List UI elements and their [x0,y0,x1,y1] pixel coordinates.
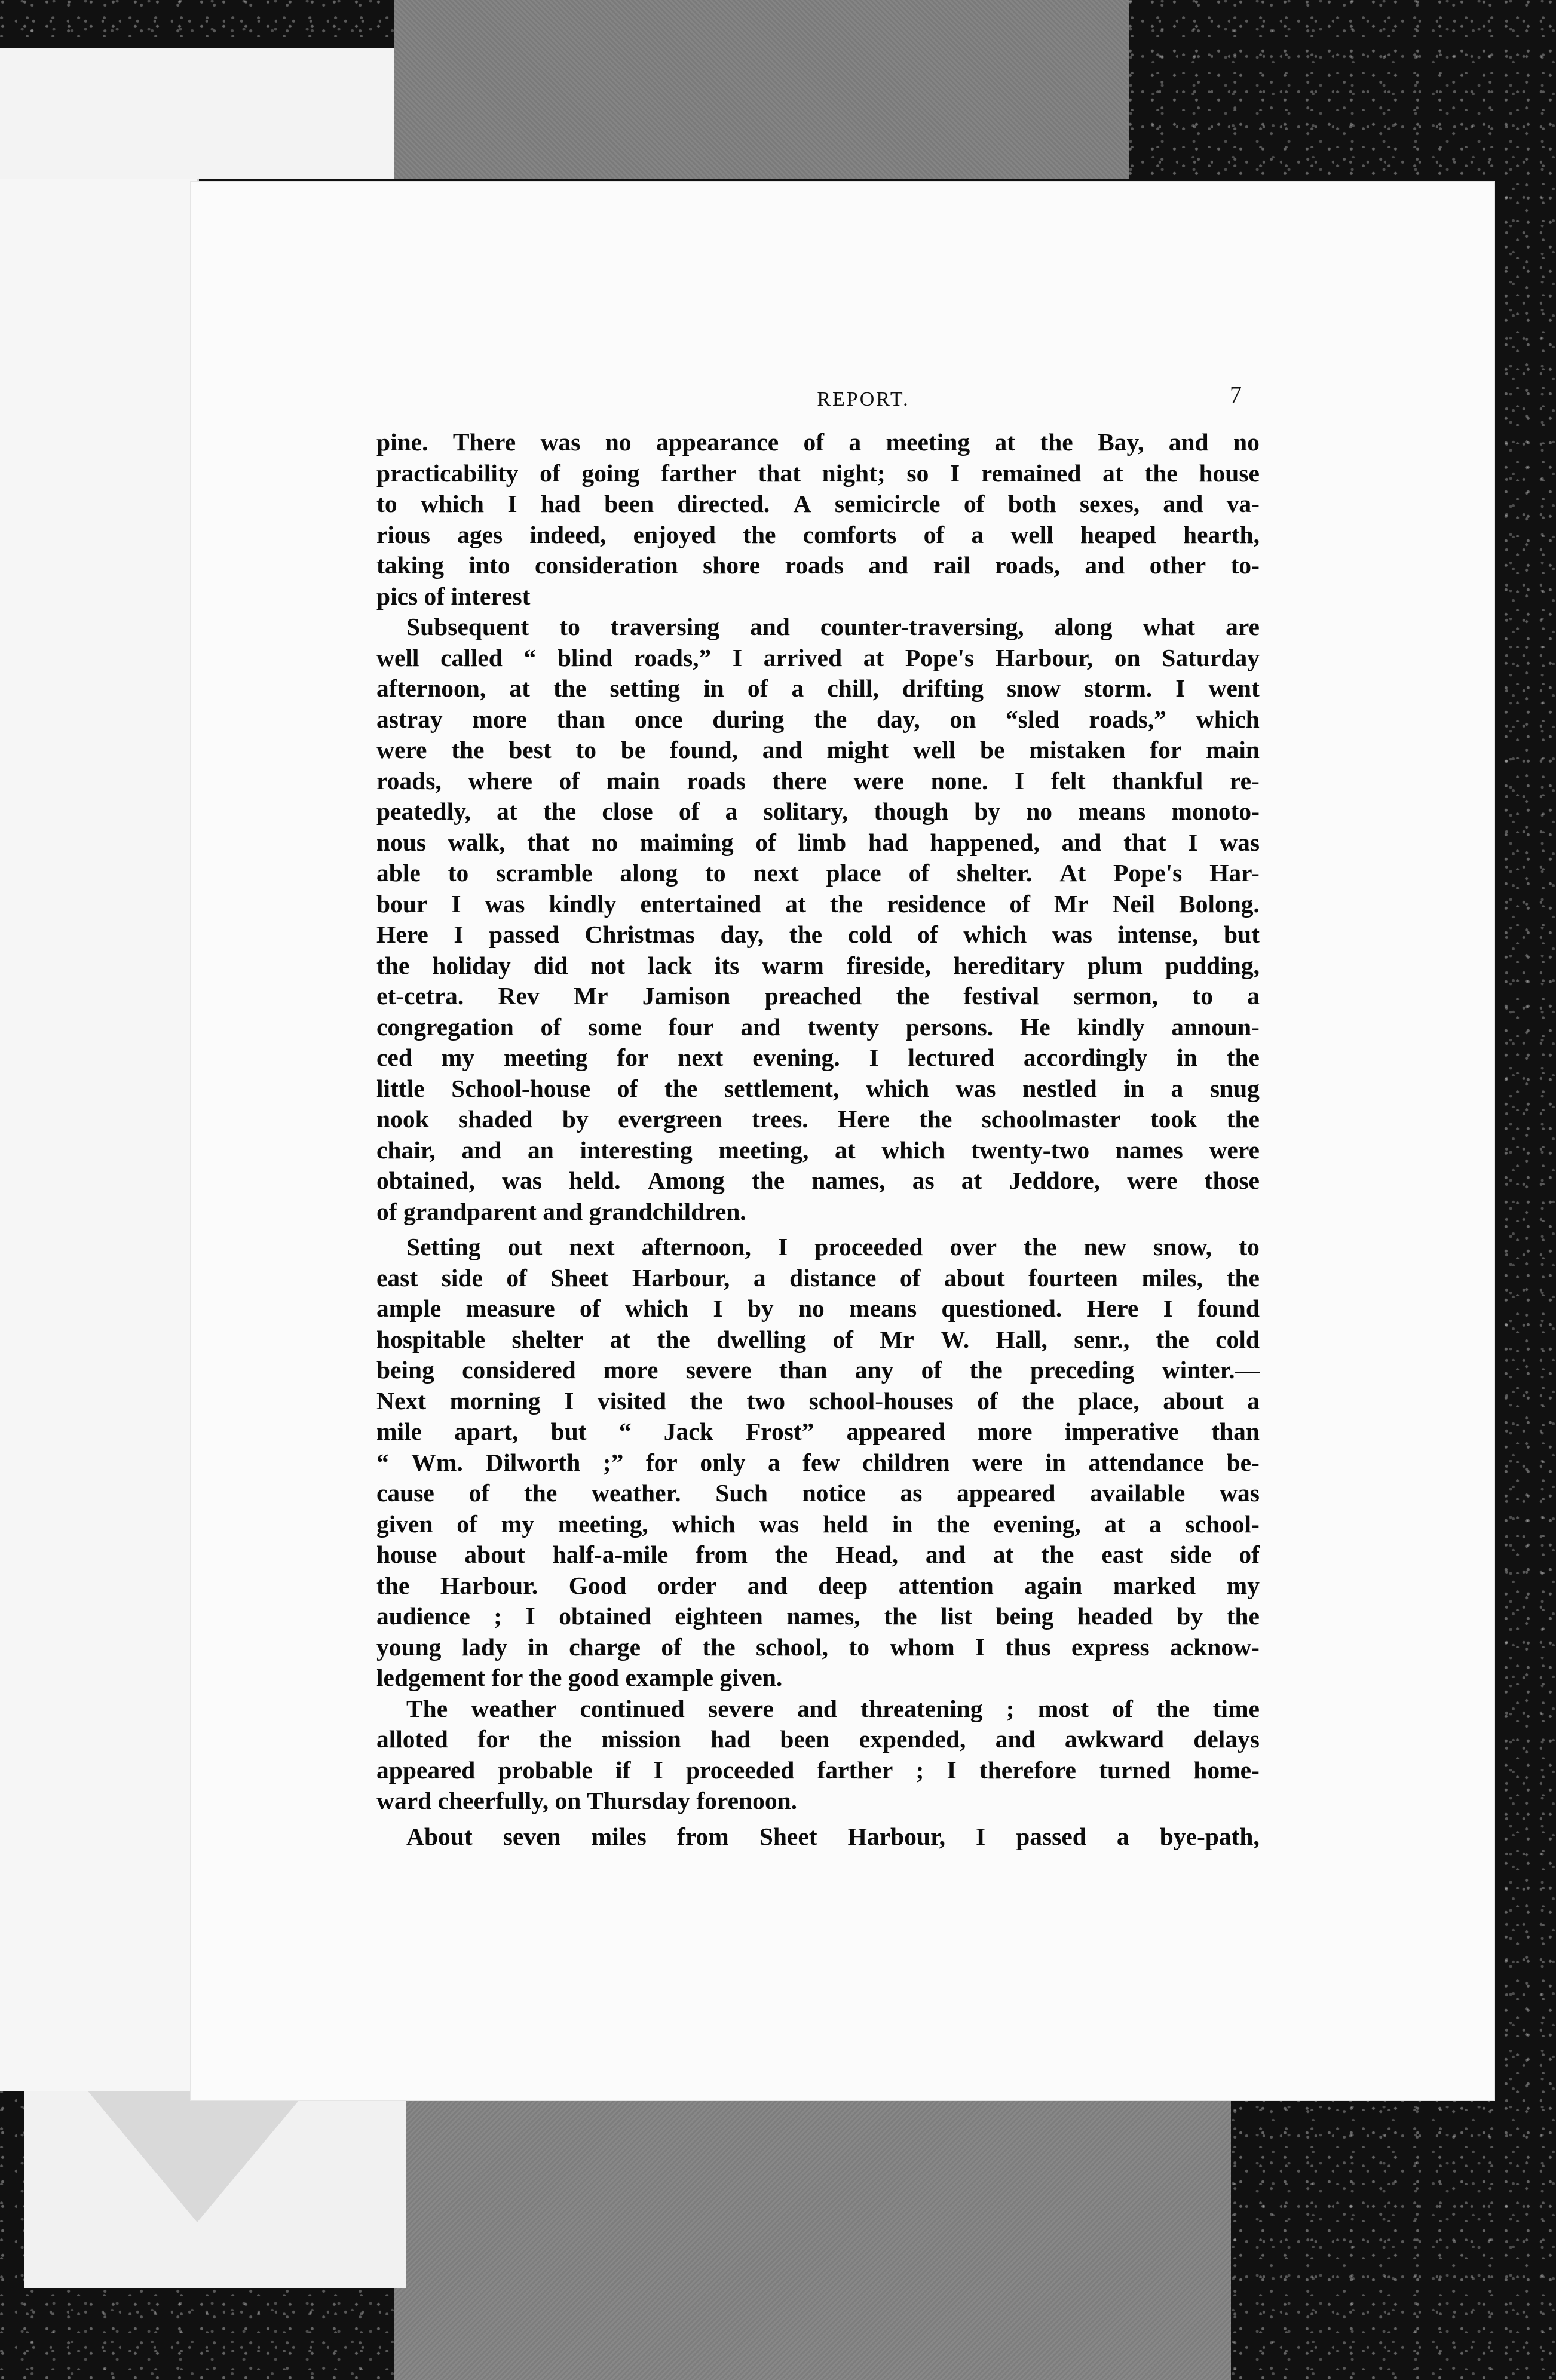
text-line: congregation of some four and twenty persons. He kindly announ- [376,1013,1260,1041]
folded-corner [78,2079,317,2222]
document-page [191,182,1494,2100]
text-line: young lady in charge of the school, to whom I thus express acknow- [376,1633,1260,1661]
text-line: ced my meeting for next evening. I lectured accordingly in the [376,1044,1260,1071]
text-line: obtained, was held. Among the names, as at Jeddore, were those [376,1167,1260,1194]
backing-board-top [394,0,1129,179]
backing-board-bottom [394,2091,1231,2380]
text-line: mile apart, but “ Jack Frost” appeared more imperative than [376,1418,1260,1445]
text-line: The weather continued severe and threatening ; most of the time [406,1694,1260,1722]
text-line: Here I passed Christmas day, the cold of which was intense, but [376,921,1260,948]
paper-strip-top [0,48,394,179]
text-line: being considered more severe than any of the preceding winter.— [376,1356,1260,1384]
text-line: bour I was kindly entertained at the residence of Mr Neil Bolong. [376,890,1260,918]
text-line: cause of the weather. Such notice as appeared available was [376,1479,1260,1507]
text-line: ward cheerfully, on Thursday forenoon. [376,1787,798,1814]
text-line: audience ; I obtained eighteen names, the list being headed by the [376,1602,1260,1630]
text-line: given of my meeting, which was held in the evening, at a school- [376,1510,1260,1538]
text-line: astray more than once during the day, on “sled roads,” which [376,705,1260,733]
text-line: to which I had been directed. A semicircle of both sexes, and va- [376,490,1260,517]
running-head: REPORT. [817,388,910,410]
text-line: practicability of going farther that night; so I remained at the house [376,459,1260,487]
text-line: well called “ blind roads,” I arrived at Pope's Harbour, on Saturday [376,643,1260,671]
page-number: 7 [1230,381,1242,408]
text-line: chair, and an interesting meeting, at which twenty-two names were [376,1136,1260,1164]
text-line: About seven miles from Sheet Harbour, I passed a bye-path, [406,1822,1260,1850]
text-line: nook shaded by evergreen trees. Here the schoolmaster took the [376,1105,1260,1133]
text-line: taking into consideration shore roads and rail roads, and other to- [376,551,1260,579]
text-line: peatedly, at the close of a solitary, though by no means monoto- [376,798,1260,825]
text-line: ledgement for the good example given. [376,1664,783,1691]
text-line: Subsequent to traversing and counter-traversing, along what are [406,613,1260,640]
text-line: of grandparent and grandchildren. [376,1197,746,1225]
text-line: alloted for the mission had been expended, and awkward delays [376,1725,1260,1753]
text-line: the Harbour. Good order and deep attention again marked my [376,1571,1260,1599]
text-line: pics of interest [376,582,531,610]
text-line: able to scramble along to next place of shelter. At Pope's Har- [376,859,1260,887]
text-line: Next morning I visited the two school-houses of the place, about a [376,1387,1260,1415]
text-line: hospitable shelter at the dwelling of Mr W. Hall, senr., the cold [376,1325,1260,1353]
text-line: “ Wm. Dilworth ;” for only a few children were in attendance be- [376,1448,1260,1476]
text-line: nous walk, that no maiming of limb had happened, and that I was [376,828,1260,856]
paragraph-gap [376,1817,1260,1821]
text-line: the holiday did not lack its warm fireside, hereditary plum pudding, [376,951,1260,979]
facing-page [0,179,199,2091]
body-text [376,427,1260,1852]
text-line: ample measure of which I by no means questioned. Here I found [376,1295,1260,1322]
text-line: were the best to be found, and might well be mistaken for main [376,736,1260,763]
text-line: rious ages indeed, enjoyed the comforts of a well heaped hearth, [376,520,1260,548]
text-line: pine. There was no appearance of a meeting at the Bay, and no [376,428,1260,456]
text-line: little School-house of the settlement, which was nestled in a snug [376,1074,1260,1102]
text-line: et-cetra. Rev Mr Jamison preached the festival sermon, to a [376,982,1260,1010]
text-line: appeared probable if I proceeded farther ; I therefore turned home- [376,1756,1260,1784]
text-line: Setting out next afternoon, I proceeded over the new snow, to [406,1233,1260,1260]
text-line: house about half-a-mile from the Head, and at the east side of [376,1541,1260,1568]
text-line: roads, where of main roads there were none. I felt thankful re- [376,766,1260,795]
text-line: east side of Sheet Harbour, a distance of about fourteen miles, the [376,1263,1260,1292]
paragraph-gap [376,1227,1260,1232]
text-line: afternoon, at the setting in of a chill, drifting snow storm. I went [376,674,1260,702]
